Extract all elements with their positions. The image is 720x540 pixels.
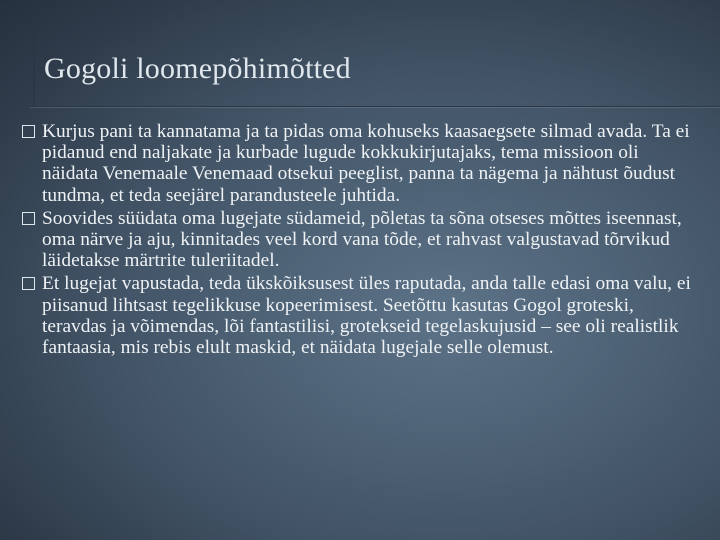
bullet-item bbox=[22, 273, 692, 358]
title-divider bbox=[30, 106, 720, 107]
square-bullet-icon bbox=[22, 212, 35, 225]
square-bullet-icon bbox=[22, 277, 35, 290]
square-bullet-icon bbox=[22, 125, 35, 138]
bullet-text: Et lugejat vapustada, teda ükskõiksusest üles raputada, anda talle edasi oma valu, ei piisanud lihtsast tegelikkuse kopeerimisest. Seetõttu kasutas Gogol groteski, teravdas ja võimendas, lõi fantastilisi, grotekseid tegelaskujusid – see oli realistlik fantaasia, mis rebis elult maskid, et näidata lugejale selle olemust. bbox=[42, 273, 691, 359]
bullet-item bbox=[22, 208, 692, 272]
bullet-list bbox=[22, 121, 692, 360]
slide-title: Gogoli loomepõhimõtted bbox=[44, 52, 351, 85]
bullet-text: Soovides süüdata oma lugejate südameid, põletas ta sõna otseses mõttes iseennast, oma närve ja aju, kinnitades veel kord vana tõde, et rahvast valgustavad tõrvikud läidetakse märtrite tuleriitadel. bbox=[42, 207, 682, 272]
bullet-item bbox=[22, 121, 692, 206]
bullet-text: Kurjus pani ta kannatama ja ta pidas oma kohuseks kaasaegsete silmad avada. Ta ei pidanud end naljakate ja kurbade lugude kokkukirjutajaks, tema missioon oli näidata Venemaale Venemaad otsekui peeglist, panna ta nägema ja nähtust õudust tundma, et teda seejärel parandusteele juhtida. bbox=[42, 121, 690, 206]
